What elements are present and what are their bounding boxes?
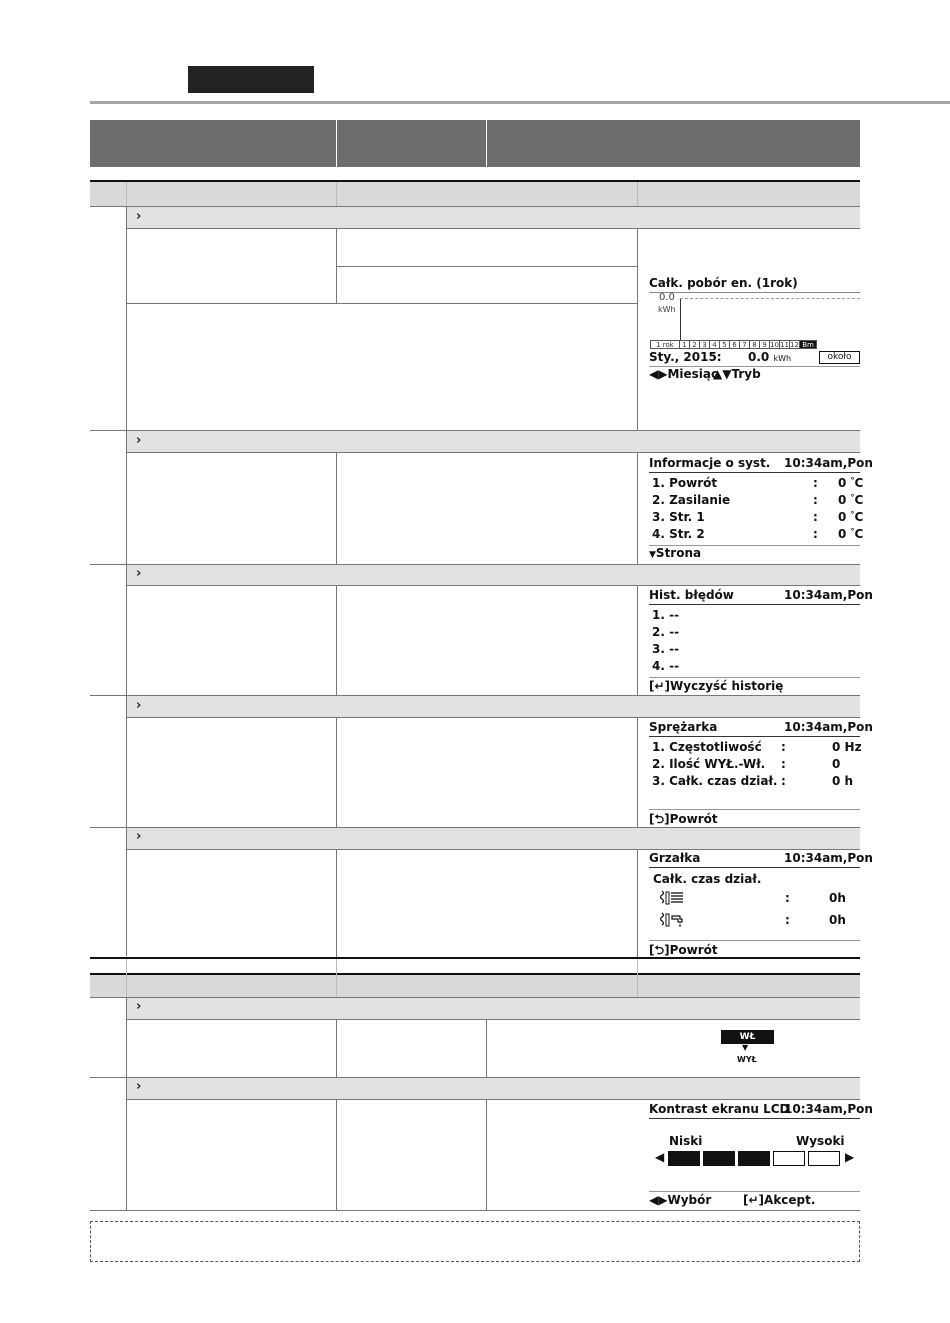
row-rule <box>126 1099 860 1100</box>
sysinfo-row-sep: : <box>813 510 818 524</box>
sysinfo-row-unit: C <box>854 493 864 507</box>
heater-footer[interactable]: [⮌]Powrót <box>649 943 718 957</box>
subsection-bar <box>127 207 860 228</box>
col-border <box>336 1019 337 1077</box>
arrow-down-icon: ▼ <box>742 1043 749 1052</box>
col-border <box>637 585 638 695</box>
month-label: 7 <box>739 340 750 349</box>
sysinfo-footer-label: Strona <box>655 546 702 560</box>
compressor-title: Sprężarka <box>649 720 718 734</box>
col-border <box>637 452 638 564</box>
section-rule <box>90 957 860 959</box>
lcd-rule <box>649 677 860 678</box>
month-label: 6 <box>729 340 740 349</box>
energy-title: Całk. pobór en. (1rok) <box>649 276 798 290</box>
heater-footer-label: Powrót <box>669 943 718 957</box>
row-rule <box>90 1210 860 1211</box>
contrast-segment[interactable] <box>668 1151 700 1166</box>
sysinfo-row-value: 0 °C <box>838 510 864 524</box>
heater-row-value: 0h <box>829 913 846 927</box>
subsection-bar <box>127 565 860 585</box>
sysinfo-time: 10:34am,Pon <box>784 456 873 470</box>
energy-reading-value: 0.0 <box>748 350 770 364</box>
col-border <box>637 717 638 827</box>
sysinfo-row-value: 0 °C <box>838 527 864 541</box>
sysinfo-row-value: 0 °C <box>838 493 864 507</box>
degree-icon: ° <box>850 510 855 519</box>
errors-footer[interactable]: [↵]Wyczyść historię <box>649 679 784 693</box>
mode-hint: ▲▼Tryb <box>713 367 761 381</box>
row-rule <box>336 266 637 267</box>
col-border <box>336 452 337 564</box>
col-border <box>336 717 337 827</box>
col-border <box>637 228 638 430</box>
chevron-right-icon: › <box>136 698 142 713</box>
section-divider <box>126 182 127 206</box>
nav-hint: ◀▶Miesiąc <box>649 367 719 381</box>
row-rule <box>126 228 860 229</box>
month-label: 10 <box>770 341 779 349</box>
month-label: 9 <box>759 340 770 349</box>
month-label: 1 <box>679 340 690 349</box>
degree-icon: ° <box>850 493 855 502</box>
energy-y-value: 0.0 <box>659 292 675 303</box>
heater-room-icon <box>659 890 685 906</box>
header-divider <box>336 120 337 167</box>
mode-button-label: około <box>827 352 852 362</box>
back-icon: ⮌ <box>654 812 665 826</box>
row-rule <box>126 585 860 586</box>
sysinfo-footer <box>649 546 701 560</box>
heater-row-sep: : <box>785 913 790 927</box>
top-rule <box>90 101 950 104</box>
subsection-bar <box>127 696 860 717</box>
sysinfo-row-sep: : <box>813 493 818 507</box>
chevron-right-icon: › <box>136 566 142 581</box>
contrast-title: Kontrast ekranu LCD <box>649 1102 790 1116</box>
subsection-bar <box>127 998 860 1019</box>
arrow-right-icon[interactable]: ▶ <box>845 1150 855 1164</box>
chevron-right-icon: › <box>136 999 142 1014</box>
section-divider <box>126 959 127 997</box>
contrast-hint-accept-label: Akcept. <box>764 1193 816 1207</box>
contrast-time: 10:34am,Pon <box>784 1102 873 1116</box>
month-label: Bm <box>799 340 817 349</box>
errors-title: Hist. błędów <box>649 588 734 602</box>
compressor-row-sep: : <box>781 740 786 754</box>
col-border <box>336 1099 337 1210</box>
toggle-off-label[interactable]: WYŁ <box>737 1055 757 1064</box>
energy-reading-unit: kWh <box>773 354 792 363</box>
month-label: 4 <box>709 340 720 349</box>
energy-date: Sty., 2015: <box>649 350 722 364</box>
degree-icon: ° <box>850 527 855 536</box>
col-border <box>336 585 337 695</box>
contrast-segment[interactable] <box>703 1151 735 1166</box>
errors-row: 1. -- <box>652 608 680 622</box>
col-border <box>486 1019 487 1077</box>
errors-time: 10:34am,Pon <box>784 588 873 602</box>
chevron-right-icon: › <box>136 433 142 448</box>
degree-icon: ° <box>850 476 855 485</box>
subsection-bar <box>127 1078 860 1099</box>
compressor-time: 10:34am,Pon <box>784 720 873 734</box>
sysinfo-row-sep: : <box>813 527 818 541</box>
compressor-footer-label: Powrót <box>669 812 718 826</box>
row-rule <box>126 303 637 304</box>
heater-row-value: 0h <box>829 891 846 905</box>
compressor-row-label: 1. Częstotliwość <box>652 740 762 754</box>
lcd-rule <box>649 1118 860 1119</box>
month-axis <box>650 340 860 350</box>
section-bar <box>90 975 860 997</box>
toggle-on-label: WŁ <box>739 1032 756 1042</box>
month-label: 5 <box>719 340 730 349</box>
errors-footer-label: Wyczyść historię <box>670 679 784 693</box>
row-rule <box>126 717 860 718</box>
col-border <box>637 849 638 957</box>
month-label: 3 <box>699 340 710 349</box>
chart-dotted-line <box>680 298 860 299</box>
arrow-left-icon[interactable]: ◀ <box>655 1150 665 1164</box>
section-divider <box>336 182 337 206</box>
sysinfo-row-label: 3. Str. 1 <box>652 510 705 524</box>
heater-subtitle: Całk. czas dział. <box>653 872 762 886</box>
compressor-row-value: 0 Hz <box>832 740 862 754</box>
compressor-row-sep: : <box>781 757 786 771</box>
header-divider <box>486 120 487 167</box>
errors-row: 2. -- <box>652 625 680 639</box>
mode-button[interactable] <box>819 351 860 364</box>
row-border <box>126 997 127 1210</box>
sysinfo-row-label: 1. Powrót <box>652 476 718 490</box>
sysinfo-row-sep: : <box>813 476 818 490</box>
errors-row: 4. -- <box>652 659 680 673</box>
chevron-right-icon: › <box>136 829 142 844</box>
heater-time: 10:34am,Pon <box>784 851 873 865</box>
compressor-footer[interactable]: [⮌]Powrót <box>649 812 718 826</box>
lcd-rule <box>649 736 860 737</box>
errors-row: 3. -- <box>652 642 680 656</box>
chevron-right-icon: › <box>136 1079 142 1094</box>
contrast-hint-select: ◀▶Wybór <box>649 1193 712 1207</box>
contrast-segment[interactable] <box>738 1151 770 1166</box>
energy-reading <box>748 350 791 364</box>
section-divider <box>637 959 638 997</box>
subsection-bar <box>127 431 860 452</box>
row-rule <box>126 1019 860 1020</box>
sysinfo-row-value: 0 °C <box>838 476 864 490</box>
contrast-low-label: Niski <box>669 1134 703 1148</box>
sysinfo-row-unit: C <box>854 476 864 490</box>
month-label: 12 <box>790 341 799 349</box>
sysinfo-row-unit: C <box>854 527 864 541</box>
month-label: 1 rok <box>650 340 680 349</box>
compressor-row-value: 0 h <box>832 774 854 788</box>
col-border <box>336 849 337 957</box>
col-border <box>486 1099 487 1210</box>
row-rule <box>126 849 860 850</box>
energy-y-unit: kWh <box>658 305 676 314</box>
section-divider <box>336 959 337 997</box>
contrast-segment[interactable] <box>808 1151 840 1166</box>
compressor-row-value: 0 <box>832 757 841 771</box>
table-header <box>90 120 860 167</box>
sysinfo-row-label: 4. Str. 2 <box>652 527 705 541</box>
lcd-rule <box>649 1191 860 1192</box>
heater-water-icon <box>659 912 685 928</box>
compressor-row-label: 2. Ilość WYŁ.-Wł. <box>652 757 766 771</box>
chevron-right-icon: › <box>136 209 142 224</box>
row-rule <box>126 452 860 453</box>
month-label: 2 <box>689 340 700 349</box>
compressor-row-label: 3. Całk. czas dział. <box>652 774 778 788</box>
month-label: 11 <box>780 341 789 349</box>
compressor-row-sep: : <box>781 774 786 788</box>
section-divider <box>637 182 638 206</box>
lcd-rule <box>649 472 860 473</box>
lcd-rule <box>649 292 860 293</box>
subsection-bar <box>127 828 860 849</box>
heater-title: Grzałka <box>649 851 701 865</box>
back-icon: ⮌ <box>654 943 665 957</box>
contrast-high-label: Wysoki <box>796 1134 845 1148</box>
chart-y-axis <box>680 298 681 340</box>
sysinfo-row-label: 2. Zasilanie <box>652 493 731 507</box>
sysinfo-row-unit: C <box>854 510 864 524</box>
note-box <box>90 1221 860 1262</box>
lcd-rule <box>649 867 860 868</box>
page-tab <box>188 66 314 93</box>
lcd-rule <box>649 604 860 605</box>
enter-key-icon: ↵ <box>748 1193 759 1207</box>
enter-key-icon: ↵ <box>654 679 665 693</box>
month-label: 8 <box>749 340 760 349</box>
section-bar <box>90 182 860 206</box>
toggle-on-badge[interactable] <box>721 1030 774 1044</box>
contrast-hint-accept[interactable]: [↵]Akcept. <box>743 1193 816 1207</box>
contrast-segment[interactable] <box>773 1151 805 1166</box>
heater-row-sep: : <box>785 891 790 905</box>
sysinfo-title: Informacje o syst. <box>649 456 771 470</box>
arrow-down-icon: ▼ <box>649 550 656 560</box>
